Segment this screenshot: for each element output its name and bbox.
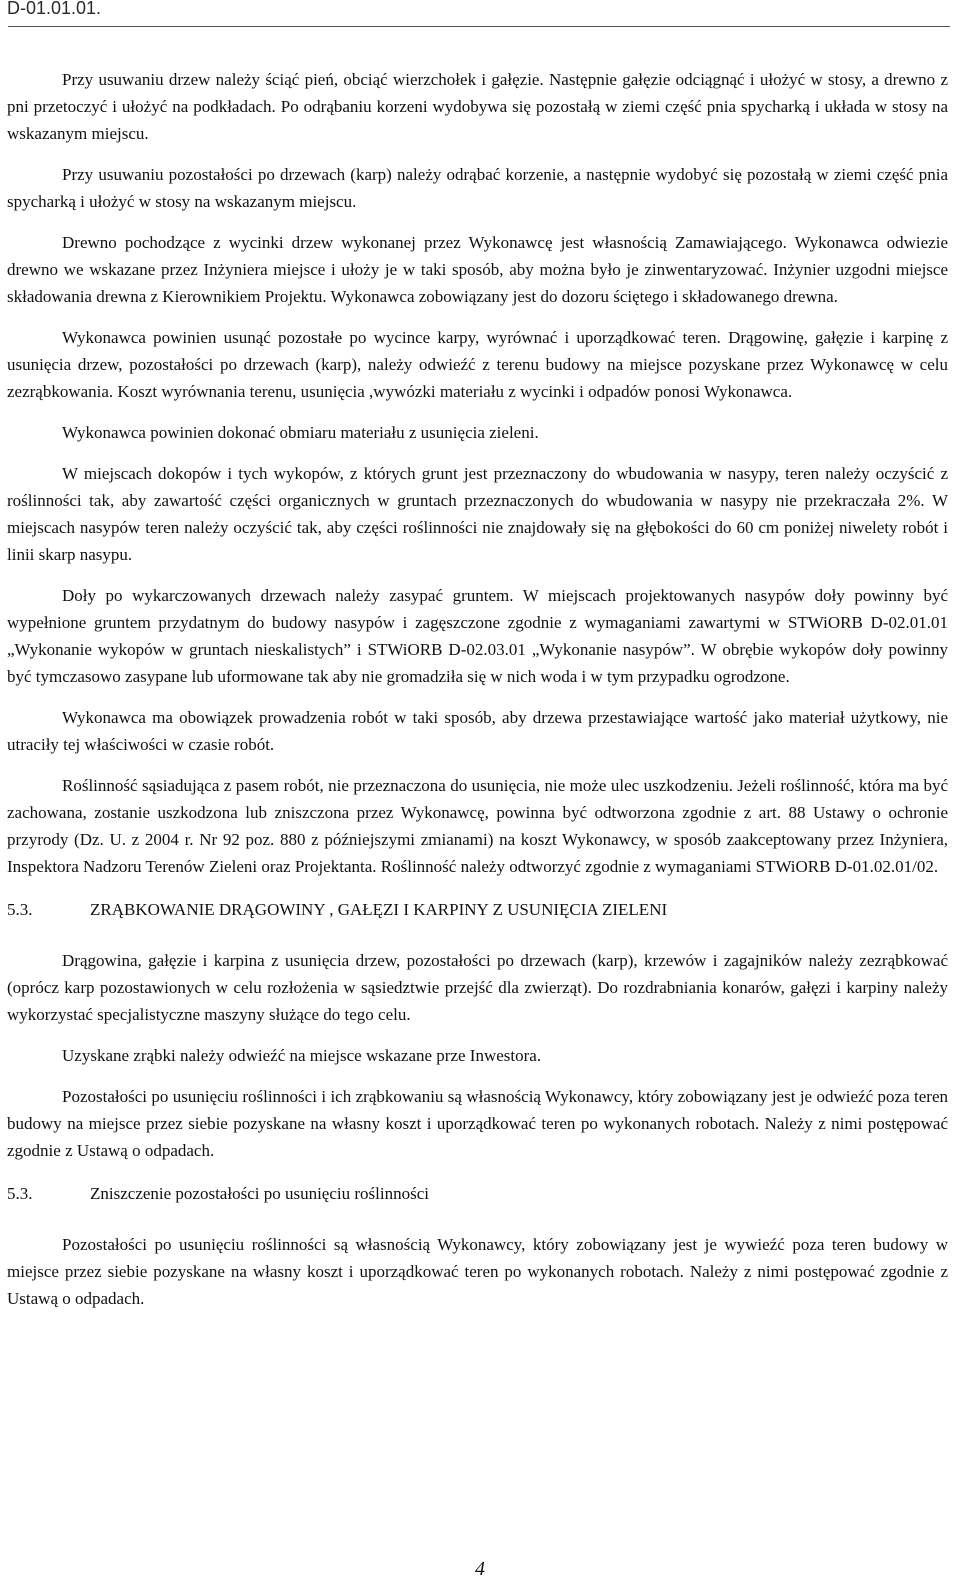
paragraph: Uzyskane zrąbki należy odwieźć na miejsce wskazane prze Inwestora. <box>62 1046 542 1065</box>
paragraph: Przy usuwaniu pozostałości po drzewach (karp) należy odrąbać korzenie, a następnie wydobyć się pozostałą w ziemi część pnia spycharką i ułożyć w stosy na wskazanym miejscu. <box>7 165 948 211</box>
paragraph: Doły po wykarczowanych drzewach należy zasypać gruntem. W miejscach projektowanych nasypów doły powinny być wypełnione gruntem przydatnym do budowy nasypów i zagęszczone zgodnie z wymaganiami zawartymi w STWiORB D-02.01.01 „Wykonanie wykopów w gruntach nieskalistych” i STWiORB D-02.03.01 „Wykonanie nasypów”. W obrębie wykopów doły powinny być tymczasowo zasypane lub uformowane tak aby nie gromadziła się w nich woda i w tym przypadku ogrodzone. <box>7 586 948 686</box>
document-body <box>7 66 948 1326</box>
section-heading <box>7 1180 948 1207</box>
section-title: Zniszczenie pozostałości po usunięciu roślinności <box>90 1184 429 1203</box>
document-code: D-01.01.01. <box>7 0 102 18</box>
paragraph: Pozostałości po usunięciu roślinności i ich zrąbkowaniu są własnością Wykonawcy, który zobowiązany jest je odwieźć poza teren budowy na miejsce przez siebie pozyskane na własny koszt i uporządkować teren po wykonanych robotach. Należy z nimi postępować zgodnie z Ustawą o odpadach. <box>7 1087 948 1160</box>
paragraph: Wykonawca powinien usunąć pozostałe po wycince karpy, wyrównać i uporządkować teren. Drągowinę, gałęzie i karpinę z usunięcia drzew, pozostałości po drzewach (karp), należy odwieźć z terenu budowy na miejsce pozyskane przez Wykonawcę w celu zezrąbkowania. Koszt wyrównania terenu, usunięcia ,wywózki materiału z wycinki i odpadów ponosi Wykonawca. <box>7 328 948 401</box>
paragraph: Drewno pochodzące z wycinki drzew wykonanej przez Wykonawcę jest własnością Zamawiającego. Wykonawca odwiezie drewno we wskazane przez Inżyniera miejsce i ułoży je w taki sposób, aby można było je zinwentaryzować. Inżynier uzgodni miejsce składowania drewna z Kierownikiem Projektu. Wykonawca zobowiązany jest do dozoru ściętego i składowanego drewna. <box>7 233 948 306</box>
section-number: 5.3. <box>7 1184 33 1203</box>
paragraph: Roślinność sąsiadująca z pasem robót, nie przeznaczona do usunięcia, nie może ulec uszkodzeniu. Jeżeli roślinność, która ma być zachowana, zostanie uszkodzona lub zniszczona przez Wykonawcę, powinna być odtworzona zgodnie z art. 88 Ustawy o ochronie przyrody (Dz. U. z 2004 r. Nr 92 poz. 880 z późniejszymi zmianami) na koszt Wykonawcy, w sposób zaakceptowany przez Inżyniera, Inspektora Nadzoru Terenów Zieleni oraz Projektanta. Roślinność należy odtworzyć zgodnie z wymaganiami STWiORB D-01.02.01/02. <box>7 776 948 876</box>
paragraph: Pozostałości po usunięciu roślinności są własnością Wykonawcy, który zobowiązany jest je wywieźć poza teren budowy w miejsce przez siebie pozyskane na własny koszt i uporządkować teren po wykonanych robotach. Należy z nimi postępować zgodnie z Ustawą o odpadach. <box>7 1235 948 1308</box>
header-rule <box>8 26 950 27</box>
paragraph: Wykonawca ma obowiązek prowadzenia robót w taki sposób, aby drzewa przestawiające wartość jako materiał użytkowy, nie utraciły tej właściwości w czasie robót. <box>7 708 948 754</box>
paragraph: W miejscach dokopów i tych wykopów, z których grunt jest przeznaczony do wbudowania w nasypy, teren należy oczyścić z roślinności tak, aby zawartość części organicznych w gruntach przeznaczonych do wbudowania w nasypy nie przekraczała 2%. W miejscach nasypów teren należy oczyścić tak, aby części roślinności nie znajdowały się na głębokości do 60 cm poniżej niwelety robót i linii skarp nasypu. <box>7 464 948 564</box>
paragraph: Wykonawca powinien dokonać obmiaru materiału z usunięcia zieleni. <box>62 423 539 442</box>
section-number: 5.3. <box>7 900 33 919</box>
page-number: 4 <box>475 1558 485 1580</box>
paragraph: Przy usuwaniu drzew należy ściąć pień, obciąć wierzchołek i gałęzie. Następnie gałęzie odciągnąć i ułożyć w stosy, a drewno z pni przetoczyć i ułożyć na podkładach. Po odrąbaniu korzeni wydobywa się pozostałą w ziemi część pnia spycharką i układa w stosy na wskazanym miejscu. <box>7 70 948 143</box>
section-heading <box>7 896 948 923</box>
section-title: ZRĄBKOWANIE DRĄGOWINY , GAŁĘZI I KARPINY Z USUNIĘCIA ZIELENI <box>90 900 668 919</box>
paragraph: Drągowina, gałęzie i karpina z usunięcia drzew, pozostałości po drzewach (karp), krzewów i zagajników należy zezrąbkować (oprócz karp pozostawionych w celu rozłożenia w sąsiedztwie przejść dla zwierząt). Do rozdrabniania konarów, gałęzi i karpiny należy wykorzystać specjalistyczne maszyny służące do tego celu. <box>7 951 948 1024</box>
